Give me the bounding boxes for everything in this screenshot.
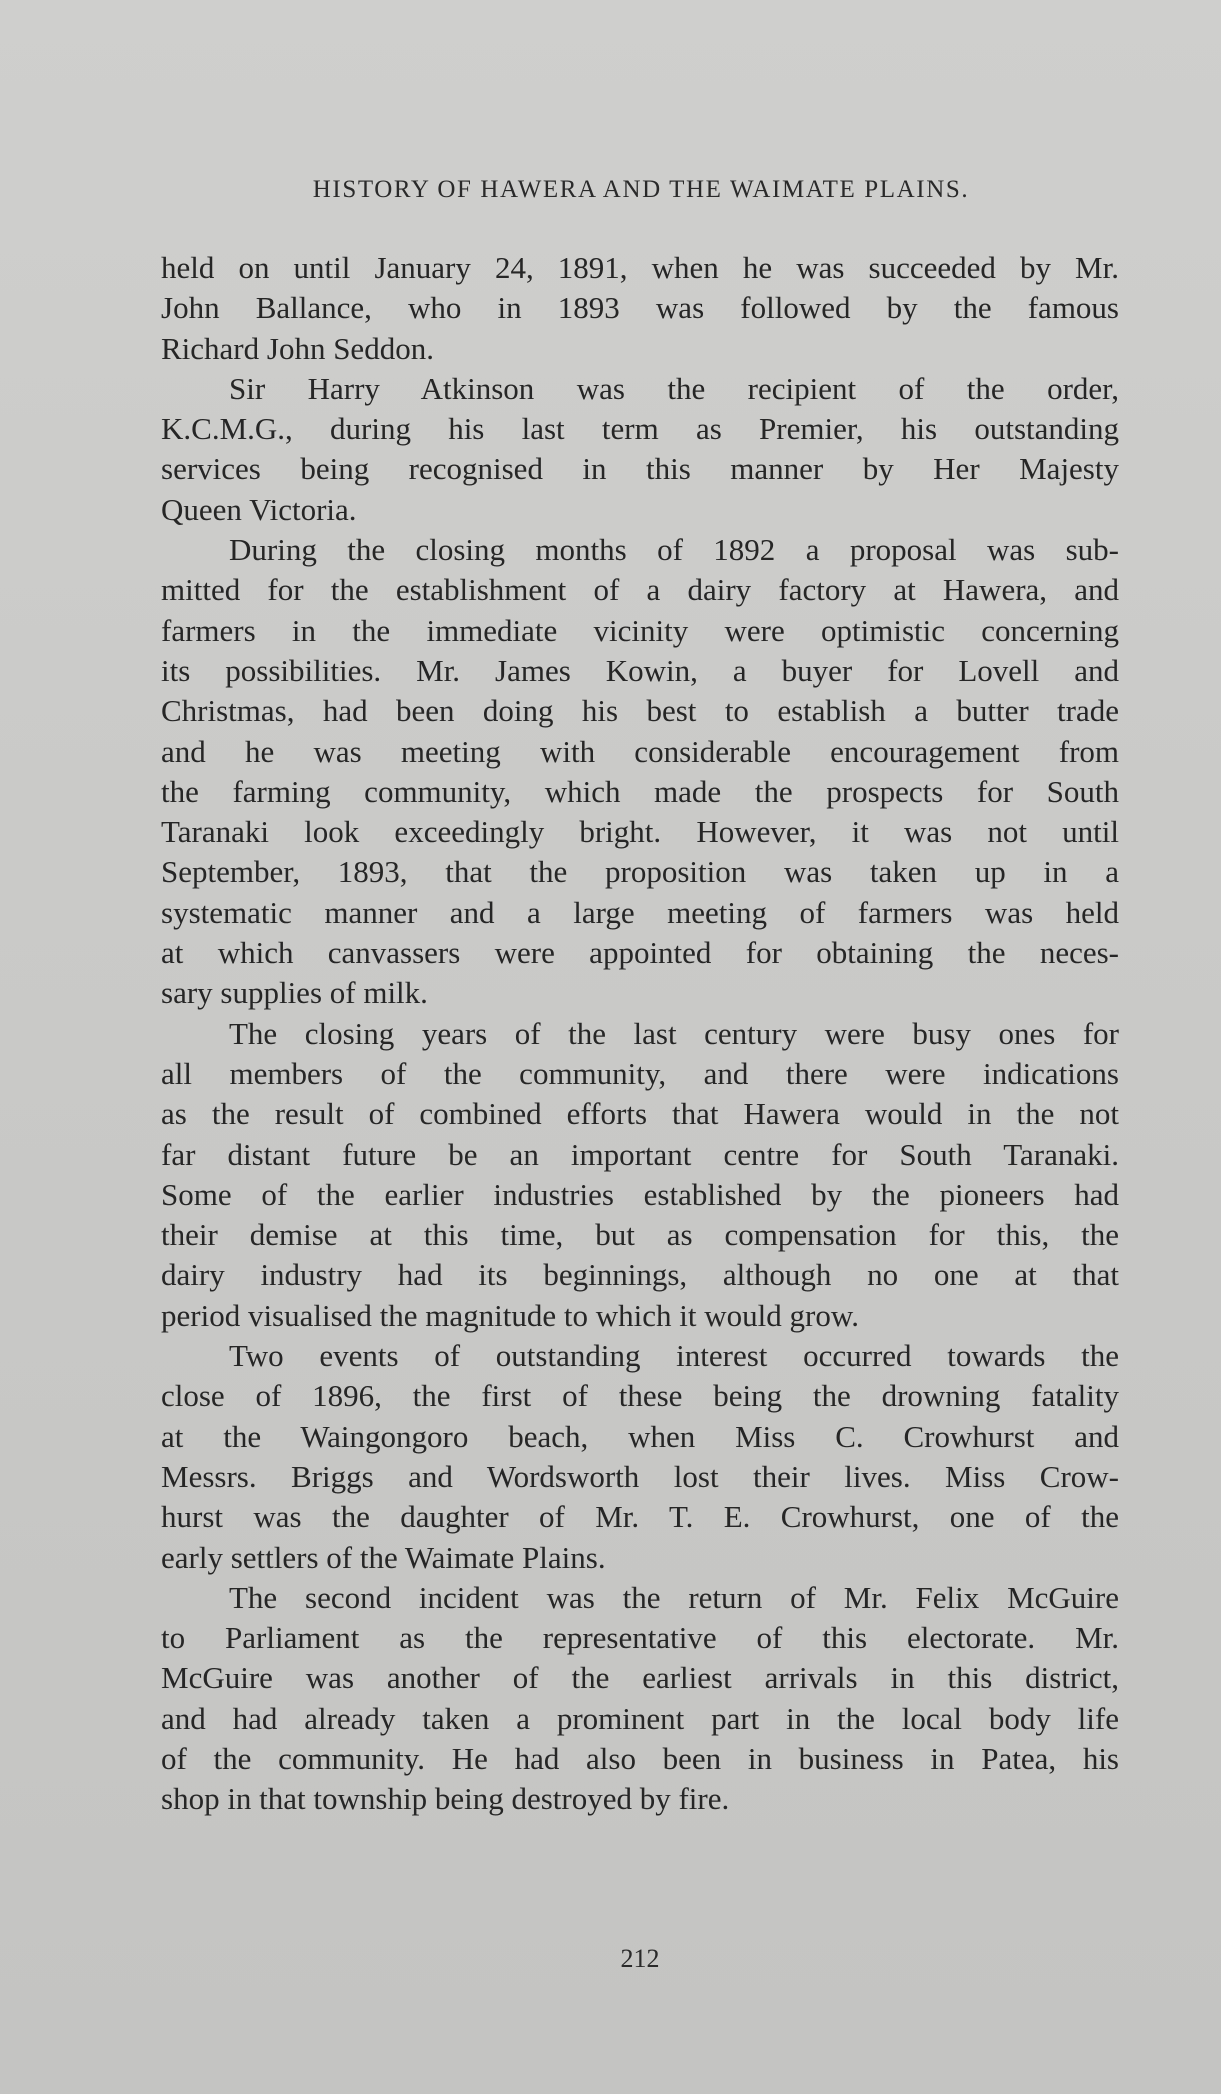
- text-line: September, 1893, that the proposition was taken up in a: [161, 854, 1119, 890]
- text-line: During the closing months of 1892 a proposal was sub-: [229, 532, 1119, 568]
- text-line: Sir Harry Atkinson was the recipient of the order,: [229, 370, 1119, 406]
- text-line: Some of the earlier industries established by the pioneers had: [161, 1176, 1119, 1212]
- text-line: far distant future be an important centre for South Taranaki.: [161, 1136, 1119, 1172]
- text-line: Christmas, had been doing his best to establish a butter trade: [161, 693, 1119, 729]
- text-line: early settlers of the Waimate Plains.: [161, 1539, 606, 1575]
- paragraph-5: [161, 1336, 1119, 1578]
- text-line: at the Waingongoro beach, when Miss C. Crowhurst and: [161, 1418, 1119, 1454]
- text-line: Messrs. Briggs and Wordsworth lost their lives. Miss Crow-: [161, 1458, 1119, 1494]
- text-line: The second incident was the return of Mr. Felix McGuire: [229, 1579, 1119, 1615]
- text-line: Two events of outstanding interest occurred towards the: [229, 1338, 1119, 1374]
- paragraph-1: [161, 248, 1119, 369]
- text-line: close of 1896, the first of these being the drowning fatality: [161, 1378, 1119, 1414]
- text-line: farmers in the immediate vicinity were optimistic concerning: [161, 612, 1119, 648]
- paragraph-2: [161, 369, 1119, 530]
- text-line: shop in that township being destroyed by fire.: [161, 1781, 730, 1817]
- text-line: systematic manner and a large meeting of farmers was held: [161, 894, 1119, 930]
- text-line: held on until January 24, 1891, when he was succeeded by Mr.: [161, 250, 1119, 285]
- text-line: The closing years of the last century were busy ones for: [229, 1015, 1119, 1051]
- text-line: to Parliament as the representative of this electorate. Mr.: [161, 1620, 1119, 1656]
- text-line: Taranaki look exceedingly bright. However, it was not until: [161, 814, 1119, 850]
- text-line: its possibilities. Mr. James Kowin, a buyer for Lovell and: [161, 652, 1119, 688]
- text-line: of the community. He had also been in business in Patea, his: [161, 1740, 1119, 1776]
- text-line: hurst was the daughter of Mr. T. E. Crowhurst, one of the: [161, 1499, 1119, 1535]
- running-head: HISTORY OF HAWERA AND THE WAIMATE PLAINS.: [312, 176, 970, 203]
- text-line: and he was meeting with considerable encouragement from: [161, 733, 1119, 769]
- text-line: and had already taken a prominent part in the local body life: [161, 1700, 1119, 1736]
- text-line: Richard John Seddon.: [161, 330, 434, 366]
- body-text: [161, 248, 1119, 1820]
- text-line: K.C.M.G., during his last term as Premier, his outstanding: [161, 411, 1119, 447]
- text-line: as the result of combined efforts that Hawera would in the not: [161, 1096, 1119, 1132]
- text-line: Queen Victoria.: [161, 491, 357, 527]
- text-line: John Ballance, who in 1893 was followed by the famous: [161, 290, 1119, 326]
- text-line: sary supplies of milk.: [161, 975, 428, 1011]
- text-line: mitted for the establishment of a dairy factory at Hawera, and: [161, 572, 1119, 608]
- text-line: period visualised the magnitude to which it would grow.: [161, 1297, 859, 1333]
- text-line: the farming community, which made the prospects for South: [161, 773, 1119, 809]
- paragraph-4: [161, 1014, 1119, 1336]
- text-line: at which canvassers were appointed for obtaining the neces-: [161, 935, 1119, 971]
- text-line: services being recognised in this manner by Her Majesty: [161, 451, 1119, 487]
- paragraph-6: [161, 1578, 1119, 1820]
- paragraph-3: [161, 530, 1119, 1014]
- text-line: McGuire was another of the earliest arrivals in this district,: [161, 1660, 1119, 1696]
- text-line: all members of the community, and there were indications: [161, 1055, 1119, 1091]
- page-number: 212: [620, 1944, 660, 1973]
- text-line: dairy industry had its beginnings, although no one at that: [161, 1257, 1119, 1293]
- text-line: their demise at this time, but as compensation for this, the: [161, 1217, 1119, 1253]
